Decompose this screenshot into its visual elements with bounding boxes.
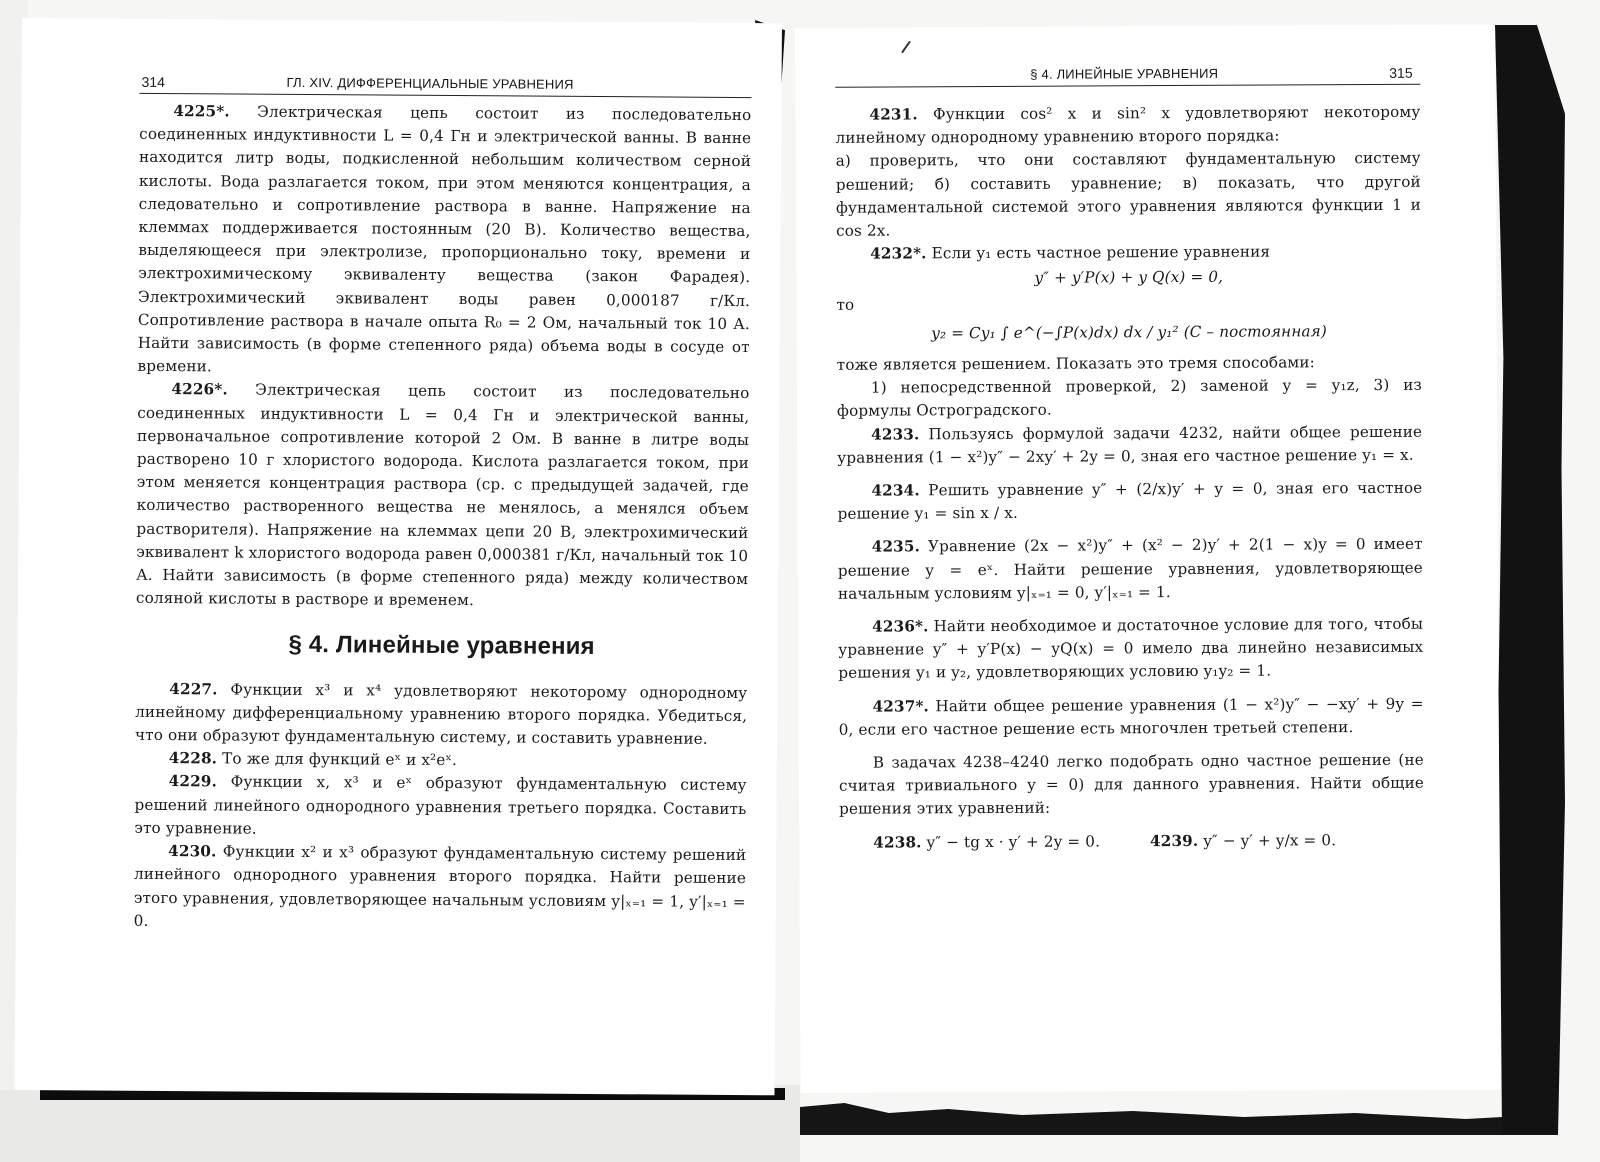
section-title: § 4. Линейные уравнения (288, 631, 595, 661)
running-head-left: ГЛ. XIV. ДИФФЕРЕНЦИАЛЬНЫЕ УРАВНЕНИЯ (286, 74, 574, 92)
problem-number: 4231. (869, 105, 918, 124)
problem-4226 (136, 378, 750, 614)
problem-text: Найти необходимое и достаточное условие для того, чтобы уравнение y″ + y′P(x) − yQ(x) = 0 имело два линейно независимых решения y₁ и y₂, удовлетворяющих условию y₁y₂ = 1. (838, 614, 1424, 683)
problem-text: Пользуясь формулой задачи 4232, найти общее решение уравнения (1 − x²)y″ − 2xy′ + 2y = 0, зная его частное решение y₁ = x. (837, 422, 1423, 467)
problem-number: 4228. (168, 749, 218, 768)
formula-equation: y″ + y′P(x) + y Q(x) = 0, (1034, 268, 1224, 288)
problem-number: 4227. (169, 679, 218, 699)
problem-4232-cont: тоже является решением. Показать это тремя способами: (836, 353, 1315, 374)
problem-number: 4229. (168, 772, 218, 791)
header-rule-left (139, 93, 751, 98)
left-page (15, 18, 782, 1095)
problem-4229 (134, 770, 746, 844)
problem-4235 (838, 533, 1423, 606)
problem-4232 (836, 240, 1421, 266)
right-page-body (835, 101, 1424, 855)
problem-number: 4239. (1149, 831, 1199, 850)
problem-4225 (137, 100, 751, 383)
formula-integral: y₂ = Cy₁ ∫ e^(−∫P(x)dx) dx / y₁² (C – постоянная) (931, 322, 1328, 343)
problem-text: y″ − y′ + y/x = 0. (1203, 830, 1337, 850)
problem-text: Функции x³ и x⁴ удовлетворяют некоторому однородному линейному дифференциальному уравнению второго порядка. Убедиться, что они образуют фундаментальную систему, и составить уравнение. (134, 680, 748, 748)
problem-number: 4233. (871, 424, 920, 444)
problem-4231-parts: а) проверить, что они составляют фундаментальную систему решений; б) составить уравнение; в) показать, что другой фундаментальной системой этого уравнения являются функции 1 и cos 2x. (835, 149, 1421, 240)
problem-number: 4237*. (872, 696, 930, 716)
problem-text: Функции x, x³ и eˣ образуют фундаментальную систему решений линейного однородного уравнения третьего порядка. Составить это уравнение. (134, 772, 747, 838)
problem-number: 4230. (168, 842, 217, 861)
problem-number: 4232*. (870, 244, 927, 263)
problem-4230 (134, 840, 747, 937)
problem-number: 4235. (871, 537, 921, 557)
problem-text: y″ − tg x · y′ + 2y = 0. (926, 832, 1101, 852)
scan-edge-right (1495, 25, 1565, 1135)
problem-text: То же для функций eˣ и x²eˣ. (222, 749, 458, 770)
problem-4233 (837, 420, 1422, 469)
problem-4232-methods: 1) непосредственной проверкой, 2) заменой y = y₁z, 3) из формулы Остроградского. (836, 375, 1422, 421)
problem-text: Функции x² и x³ образуют фундаментальную систему решений линейного однородного уравнения второго порядка. Найти решение этого уравнения, удовлетворяющее начальным условиям y|ₓ₌₁ = 1, y′|ₓ₌₁ = 0. (133, 842, 747, 930)
problem-number: 4236*. (872, 617, 929, 636)
header-rule-right (835, 84, 1420, 88)
word-then: то (836, 295, 855, 314)
left-page-body (134, 100, 752, 937)
problem-text: Найти общее решение уравнения (1 − x²)y″ − −xy′ + 9y = 0, если его частное решение есть многочлен третьей степени. (838, 694, 1424, 739)
problem-text: Функции cos² x и sin² x удовлетворяют некоторому линейному однородному уравнению второго порядка: (835, 102, 1421, 147)
problem-number: 4225*. (173, 102, 230, 121)
problem-number: 4234. (871, 481, 920, 500)
problem-4237 (838, 692, 1423, 741)
problem-text: Уравнение (2x − x²)y″ + (x² − 2)y′ + 2(1 − x)y = 0 имеет решение y = eˣ. Найти решение уравнения, удовлетворяющее начальным условиям y|ₓ₌₁ = 0, y′|ₓ₌₁ = 1. (837, 535, 1423, 603)
problem-number: 4226*. (171, 380, 228, 399)
problem-text: Если y₁ есть частное решение уравнения (931, 242, 1271, 263)
running-head-right: § 4. ЛИНЕЙНЫЕ УРАВНЕНИЯ (1030, 65, 1219, 82)
right-page (795, 24, 1501, 1093)
problem-4234 (837, 477, 1422, 526)
page-number-right: 315 (1389, 64, 1413, 81)
problems-4238-4239 (839, 828, 1424, 854)
problems-intro: В задачах 4238–4240 легко подобрать одно частное решение (не считая тривиального y = 0) для данного уравнения. Найти общие решения этих уравнений: (838, 750, 1425, 819)
problem-text: Электрическая цепь состоит из последовательно соединенных индуктивности L = 0,4 Гн и электрической ванны, первоначальное сопротивление которой 2 Ом. В ванне в литре воды растворено 10 г хлористого водорода. Кислота разлагается током, при этом меняется концентрация раствора (ср. с предыдущей задачей, где количество растворенного вещества не менялось, а менялся объем растворителя). Напряжение на клеммах цепи 20 В, электрохимический эквивалент k хлористого водорода равен 0,000381 г/Кл, начальный ток 10 А. Найти зависимость (в форме степенного ряда) между количеством соляной кислоты в растворе и временем. (135, 381, 750, 610)
problem-4227 (135, 677, 747, 751)
problem-4236 (838, 613, 1423, 686)
problem-text: Электрическая цепь состоит из последовательно соединенных индуктивности L = 0,4 Гн и электрической ванны. В ванне находится литр воды, подкисленной небольшим количеством серной кислоты. Вода разлагается током, при этом меняются концентрация, а следовательно и сопротивление раствора в ванне. Напряжение на клеммах поддерживается постоянным (20 В). Количество вещества, выделяющееся при электролизе, пропорционально току, времени и электрохимическому эквиваленту вещества (закон Фарадея). Электрохимический эквивалент воды равен 0,000187 г/Кл. Сопротивление раствора в начале опыта R₀ = 2 Ом, начальный ток 10 А. Найти зависимость (в форме степенного ряда) объема воды в сосуде от времени. (137, 102, 752, 376)
page-number-left: 314 (141, 73, 165, 90)
problem-text: Решить уравнение y″ + (2/x)y′ + y = 0, зная его частное решение y₁ = sin x / x. (837, 478, 1423, 524)
problem-number: 4238. (873, 833, 922, 852)
problem-4231 (835, 101, 1420, 150)
